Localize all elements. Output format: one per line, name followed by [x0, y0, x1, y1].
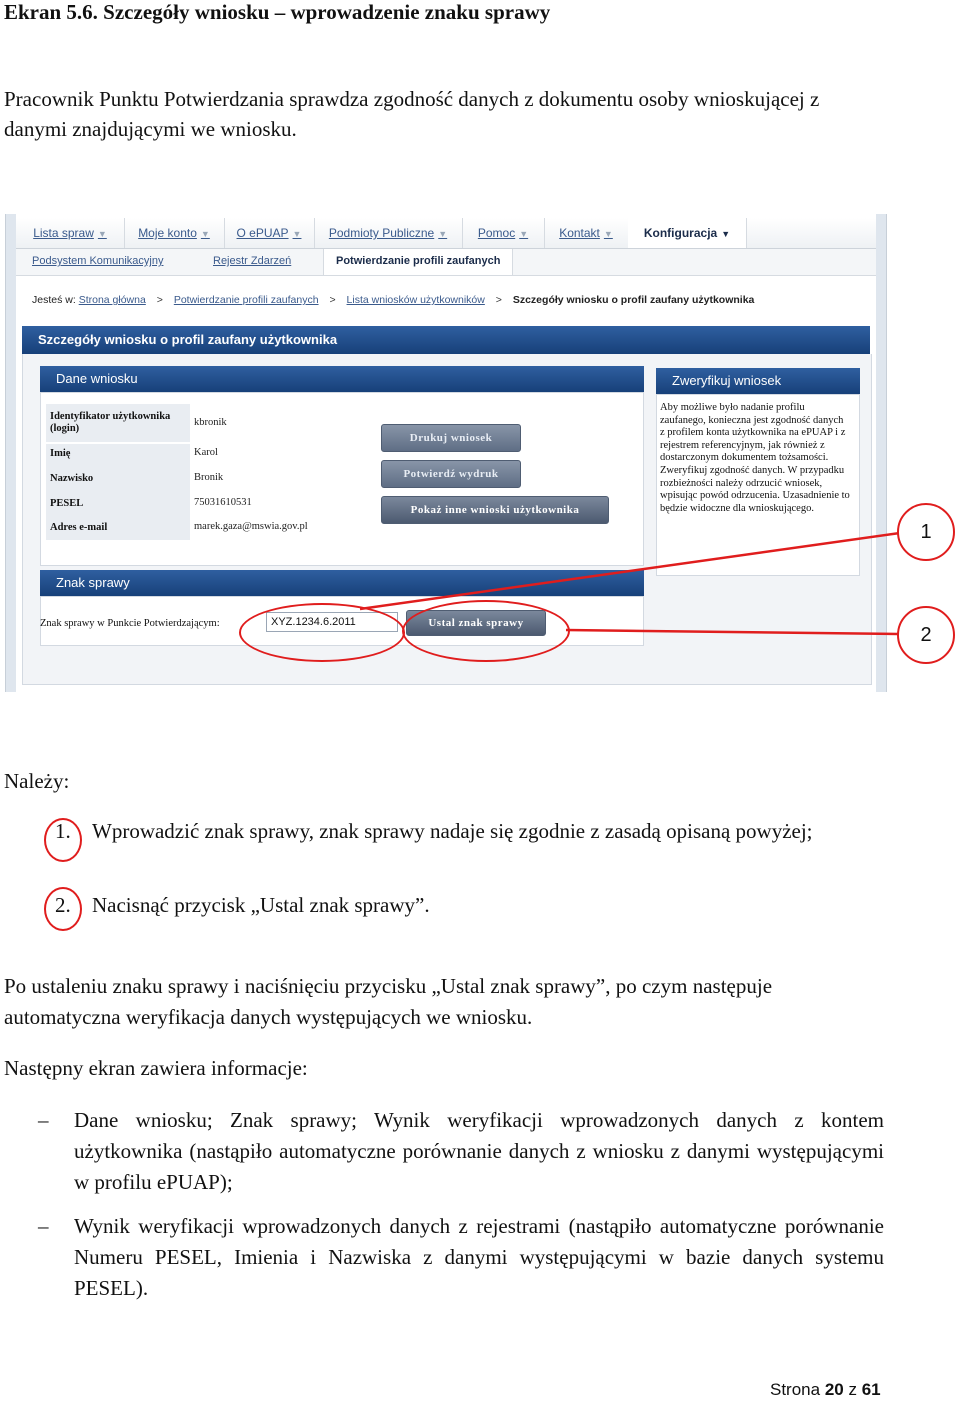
footer-page-number: 20 — [824, 1380, 844, 1399]
print-request-button[interactable]: Drukuj wniosek — [381, 424, 521, 452]
data-value: Bronik — [194, 472, 224, 483]
breadcrumb-separator: > — [329, 294, 336, 306]
data-key: Imię — [46, 444, 190, 468]
show-other-requests-button[interactable]: Pokaż inne wnioski użytkownika — [381, 496, 609, 524]
footer-total-pages: 61 — [861, 1380, 881, 1399]
document-title: Ekran 5.6. Szczegóły wniosku – wprowadzenie znaku sprawy — [4, 0, 551, 24]
data-value: kbronik — [194, 417, 227, 428]
bullet-item: Wynik weryfikacji wprowadzonych danych z rejestrami (nastąpiło automatyczne porównanie Numeru PESEL, Imienia i Nazwiska z danymi występującymi w bazie danych systemu PESEL). — [74, 1214, 884, 1300]
chevron-down-icon: ▼ — [603, 229, 613, 239]
zweryfikuj-header: Zweryfikuj wniosek — [656, 368, 860, 394]
step-number: 1. — [55, 819, 71, 843]
tab-label: Lista spraw — [33, 226, 94, 240]
paragraph-after-steps: Po ustaleniu znaku sprawy i naciśnięciu przycisku „Ustal znak sprawy”, po czym następuje automatyczna weryfikacja danych występujących we wniosku. — [4, 974, 773, 1029]
bullet-dash: – — [38, 1108, 49, 1132]
paragraph-next-screen: Następny ekran zawiera informacje: — [4, 1056, 308, 1080]
data-value: marek.gaza@mswia.gov.pl — [194, 521, 308, 532]
panel-title: Szczegóły wniosku o profil zaufany użytkownika — [22, 326, 870, 354]
znak-sprawy-label: Znak sprawy w Punkcie Potwierdzającym: — [40, 618, 220, 629]
step-text: Nacisnąć przycisk „Ustal znak sprawy”. — [92, 893, 430, 917]
breadcrumb-link-potwierdzanie[interactable]: Potwierdzanie profili zaufanych — [173, 294, 319, 306]
chevron-down-icon: ▼ — [97, 229, 107, 239]
tab-label: O ePUAP — [236, 226, 289, 240]
step-number: 2. — [55, 893, 71, 917]
subnav-rejestr-zdarzen[interactable]: Rejestr Zdarzeń — [213, 255, 292, 267]
annotation-circle-2: 2 — [897, 606, 955, 664]
bullet-item: Dane wniosku; Znak sprawy; Wynik weryfikacji wprowadzonych danych z kontem użytkownika (nastąpiło automatyczne porównanie danych z wniosku z danymi występującymi w profilu ePUAP); — [74, 1108, 884, 1194]
annotation-oval-step-1 — [44, 818, 82, 862]
breadcrumb-current: Szczegóły wniosku o profil zaufany użytkownika — [512, 294, 755, 306]
tab-label: Podmioty Publiczne — [328, 226, 435, 240]
bullet-dash: – — [38, 1214, 49, 1238]
breadcrumb-link-lista-wnioskow[interactable]: Lista wniosków użytkowników — [346, 294, 485, 306]
instructions-heading: Należy: — [4, 769, 70, 793]
chevron-down-icon: ▼ — [200, 229, 210, 239]
page-footer — [770, 1380, 881, 1400]
ustal-znak-sprawy-button[interactable]: Ustal znak sprawy — [406, 610, 546, 636]
tab-label: Pomoc — [477, 226, 516, 240]
chevron-down-icon: ▼ — [721, 229, 731, 239]
data-value: 75031610531 — [194, 497, 252, 508]
intro-paragraph: Pracownik Punktu Potwierdzania sprawdza zgodność danych z dokumentu osoby wnioskującej z danymi znajdującymi we wniosku. — [4, 87, 820, 141]
annotation-lines — [0, 0, 960, 700]
tab-label: Moje konto — [138, 226, 197, 240]
tab-label: Kontakt — [559, 226, 600, 240]
annotation-line-2 — [566, 630, 898, 634]
confirm-print-button[interactable]: Potwierdź wydruk — [381, 460, 521, 488]
data-key: PESEL — [46, 492, 190, 516]
chevron-down-icon: ▼ — [438, 229, 448, 239]
breadcrumb-separator: > — [495, 294, 502, 306]
annotation-oval-step-2 — [44, 887, 82, 931]
tab-label: Konfiguracja — [643, 226, 718, 240]
data-key: Nazwisko — [46, 468, 190, 492]
subnav-potwierdzanie-profili[interactable]: Potwierdzanie profili zaufanych — [323, 249, 513, 275]
footer-of: z — [848, 1380, 857, 1399]
subnav-podsystem-komunikacyjny[interactable]: Podsystem Komunikacyjny — [32, 255, 164, 267]
breadcrumb-separator: > — [156, 294, 163, 306]
annotation-circle-1: 1 — [897, 503, 955, 561]
breadcrumb-prefix: Jesteś w: — [32, 294, 76, 306]
znak-sprawy-header: Znak sprawy — [40, 570, 644, 596]
footer-prefix: Strona — [770, 1380, 821, 1399]
verify-description: Aby możliwe było nadanie profilu zaufanego, konieczna jest zgodność danych z profilem konta użytkownika na ePUAP i z rejestrem referencyjnym, jak również z dostarczonym dokumentem tożsamości. Zweryfikuj zgodność danych. W przypadku rozbieżności należy odrzucić wniosek, wpisując powód odrzucenia. Uzasadnienie to będzie widoczne dla wnioskującego. — [660, 402, 850, 514]
chevron-down-icon: ▼ — [292, 229, 302, 239]
breadcrumb-link-home[interactable]: Strona główna — [78, 294, 146, 306]
data-key: Identyfikator użytkownika (login) — [46, 404, 190, 442]
chevron-down-icon: ▼ — [519, 229, 529, 239]
annotation-line-1 — [360, 533, 900, 609]
step-text: Wprowadzić znak sprawy, znak sprawy nadaje się zgodnie z zasadą opisaną powyżej; — [92, 819, 813, 843]
data-key: Adres e-mail — [46, 516, 190, 540]
dane-wniosku-header: Dane wniosku — [40, 366, 644, 392]
data-value: Karol — [194, 447, 218, 458]
